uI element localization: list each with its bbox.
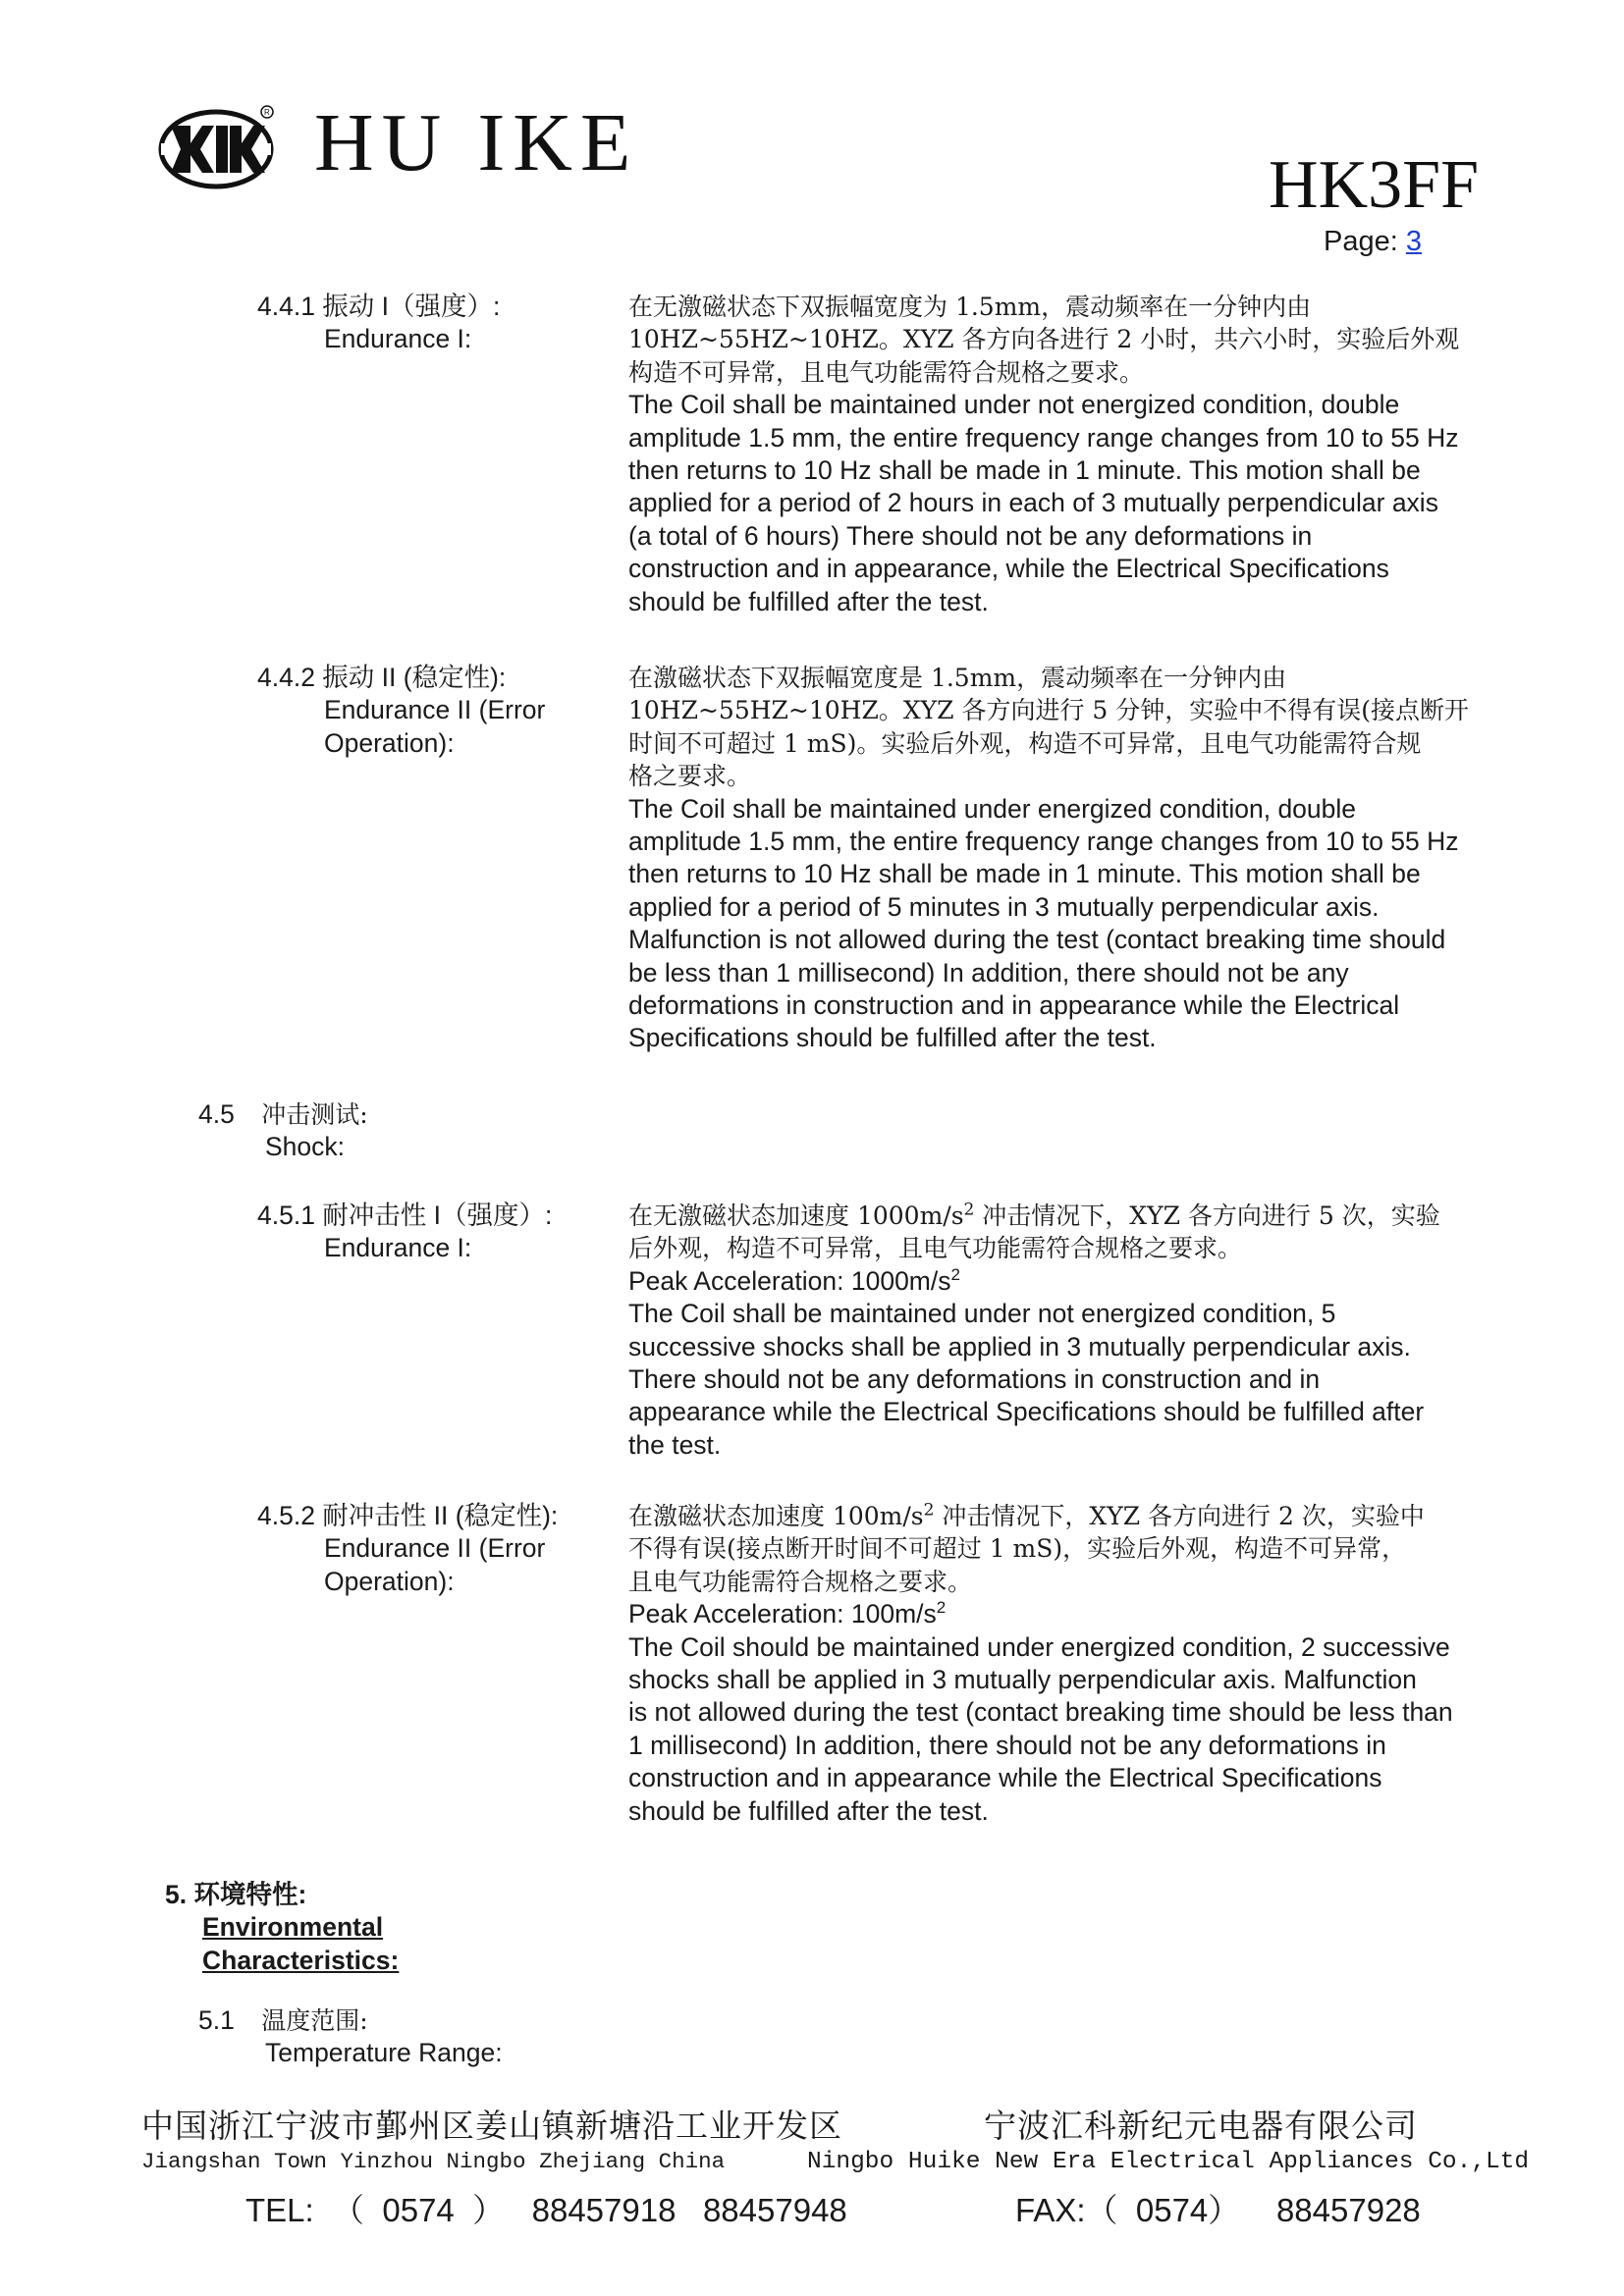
section-442-body — [628, 662, 1502, 1055]
en-line: then returns to 10 Hz shall be made in 1 minute. This motion shall be — [628, 455, 1421, 486]
zh-line: 且电气功能需符合规格之要求。 — [628, 1567, 973, 1596]
section-51-heading — [198, 2004, 503, 2070]
section-452-en-title-line: Operation): — [324, 1566, 455, 1596]
section-45-heading — [198, 1098, 368, 1164]
footer-telephone: TEL: （ 0574 ） 88457918 88457948 — [245, 2192, 847, 2228]
zh-line: 10HZ~55HZ~10HZ。XYZ 各方向各进行 2 小时，共六小时，实验后外观 — [628, 325, 1460, 354]
en-line: deformations in construction and in appearance while the Electrical — [628, 990, 1400, 1021]
section-442-en-title-line: Endurance II (Error — [324, 695, 546, 725]
en-line: shocks shall be applied in 3 mutually perpendicular axis. Malfunction — [628, 1665, 1417, 1695]
footer-fax: FAX:（ 0574） 88457928 — [1015, 2192, 1421, 2228]
en-line: amplitude 1.5 mm, the entire frequency range changes from 10 to 55 Hz — [628, 422, 1459, 453]
section-441-body — [628, 291, 1502, 618]
en-line: applied for a period of 2 hours in each of 3 mutually perpendicular axis — [628, 488, 1438, 518]
peak-acceleration: Peak Acceleration: $1000m/s^2$ — [628, 1264, 960, 1296]
zh-line: 在激磁状态下双振幅宽度是 1.5mm，震动频率在一分钟内由 — [628, 664, 1287, 692]
en-line: The Coil shall be maintained under not energized condition, double — [628, 390, 1400, 420]
en-line: The Coil shall be maintained under not energized condition, 5 — [628, 1299, 1336, 1329]
section-451-heading — [257, 1200, 591, 1265]
en-line: construction and in appearance while the Electrical Specifications — [628, 1763, 1382, 1793]
en-line: The Coil shall be maintained under energized condition, double — [628, 793, 1357, 824]
en-line: appearance while the Electrical Specifications should be fulfilled after — [628, 1397, 1425, 1427]
en-line: should be fulfilled after the test. — [628, 1795, 989, 1826]
zh-line: 在无激磁状态加速度 $1000m/s^2$ 冲击情况下，XYZ 各方向进行 5 次，实验 — [628, 1200, 1440, 1230]
footer-en-company: Ningbo Huike New Era Electrical Appliances Co.,Ltd — [807, 2149, 1530, 2175]
en-line: the test. — [628, 1429, 722, 1460]
section-451-zh-title: 4.5.1 耐冲击性 I（强度）: — [257, 1201, 553, 1230]
en-line: applied for a period of 5 minutes in 3 mutually perpendicular axis. — [628, 891, 1380, 922]
section-45-zh-title: 冲击测试: — [261, 1100, 368, 1129]
svg-text:R: R — [264, 108, 270, 117]
zh-line: 格之要求。 — [628, 762, 752, 791]
en-line: then returns to 10 Hz shall be made in 1 minute. This motion shall be — [628, 859, 1421, 889]
zh-line: 后外观，构造不可异常，且电气功能需符合规格之要求。 — [628, 1234, 1243, 1263]
en-line: is not allowed during the test (contact breaking time should be less than — [628, 1697, 1453, 1728]
section-442-heading — [257, 662, 591, 760]
section-451-en-title: Endurance I: — [324, 1233, 472, 1263]
section-5-heading — [165, 1879, 399, 1977]
section-51-number: 5.1 — [198, 2005, 235, 2035]
en-line: should be fulfilled after the test. — [628, 586, 989, 616]
section-45-number: 4.5 — [198, 1099, 235, 1129]
section-5-en-title-line: Environmental — [202, 1912, 384, 1943]
en-line: successive shocks shall be applied in 3 mutually perpendicular axis. — [628, 1331, 1411, 1362]
section-51-en-title: Temperature Range: — [265, 2038, 503, 2068]
footer-zh-address: 中国浙江宁波市鄞州区姜山镇新塘沿工业开发区 — [141, 2109, 842, 2145]
en-line: Specifications should be fulfilled after the test. — [628, 1023, 1157, 1053]
page-indicator — [1324, 228, 1422, 256]
section-442-en-title-line: Operation): — [324, 727, 455, 758]
zh-line: 在无激磁状态下双振幅宽度为 1.5mm，震动频率在一分钟内由 — [628, 293, 1312, 321]
zh-line: 时间不可超过 1 mS)。实验后外观，构造不可异常，且电气功能需符合规 — [628, 728, 1422, 758]
section-452-en-title-line: Endurance II (Error — [324, 1533, 546, 1564]
en-line: There should not be any deformations in construction and in — [628, 1364, 1321, 1395]
section-442-zh-title: 4.4.2 振动 II (稳定性): — [257, 663, 507, 692]
huike-logo-icon — [157, 104, 275, 192]
section-452-zh-title: 4.5.2 耐冲击性 II (稳定性): — [257, 1501, 559, 1530]
page-number-link[interactable]: 3 — [1405, 226, 1422, 257]
section-51-zh-title: 温度范围: — [261, 2006, 368, 2035]
zh-line: 在激磁状态加速度 $100m/s^2$ 冲击情况下，XYZ 各方向进行 2 次，实验中 — [628, 1500, 1425, 1530]
footer-zh-company: 宁波汇科新纪元电器有限公司 — [984, 2109, 1418, 2145]
footer-en-address: Jiangshan Town Yinzhou Ningbo Zhejiang China — [141, 2149, 726, 2174]
section-5-en-title-line: Characteristics: — [202, 1945, 400, 1975]
zh-line: 构造不可异常，且电气功能需符合规格之要求。 — [628, 357, 1145, 387]
en-line: 1 millisecond) In addition, there should not be any deformations in — [628, 1730, 1386, 1760]
section-452-heading — [257, 1500, 591, 1598]
section-441-zh-title: 4.4.1 振动 I（强度）: — [257, 292, 501, 321]
section-441-heading — [257, 291, 591, 356]
section-5-zh-title: 5. 环境特性: — [165, 1880, 307, 1909]
section-451-body — [628, 1200, 1502, 1462]
brand-name: HU IKE — [314, 97, 639, 188]
model-number: HK3FF — [1269, 147, 1479, 223]
en-line: construction and in appearance, while the Electrical Specifications — [628, 554, 1389, 584]
page-label: Page: — [1324, 226, 1398, 257]
section-452-body — [628, 1500, 1502, 1828]
section-45-en-title: Shock: — [265, 1132, 346, 1162]
en-line: The Coil should be maintained under energized condition, 2 successive — [628, 1631, 1450, 1662]
zh-line: 10HZ~55HZ~10HZ。XYZ 各方向进行 5 分钟，实验中不得有误(接点断开 — [628, 696, 1470, 725]
peak-acceleration: Peak Acceleration: $100m/s^2$ — [628, 1598, 947, 1629]
en-line: be less than 1 millisecond) In addition, there should not be any — [628, 957, 1349, 988]
en-line: (a total of 6 hours) There should not be any deformations in — [628, 520, 1313, 551]
section-441-en-title: Endurance I: — [324, 324, 472, 354]
en-line: Malfunction is not allowed during the test (contact breaking time should — [628, 925, 1446, 955]
en-line: amplitude 1.5 mm, the entire frequency range changes from 10 to 55 Hz — [628, 827, 1459, 857]
zh-line: 不得有误(接点断开时间不可超过 1 mS)，实验后外观，构造不可异常， — [628, 1534, 1407, 1564]
